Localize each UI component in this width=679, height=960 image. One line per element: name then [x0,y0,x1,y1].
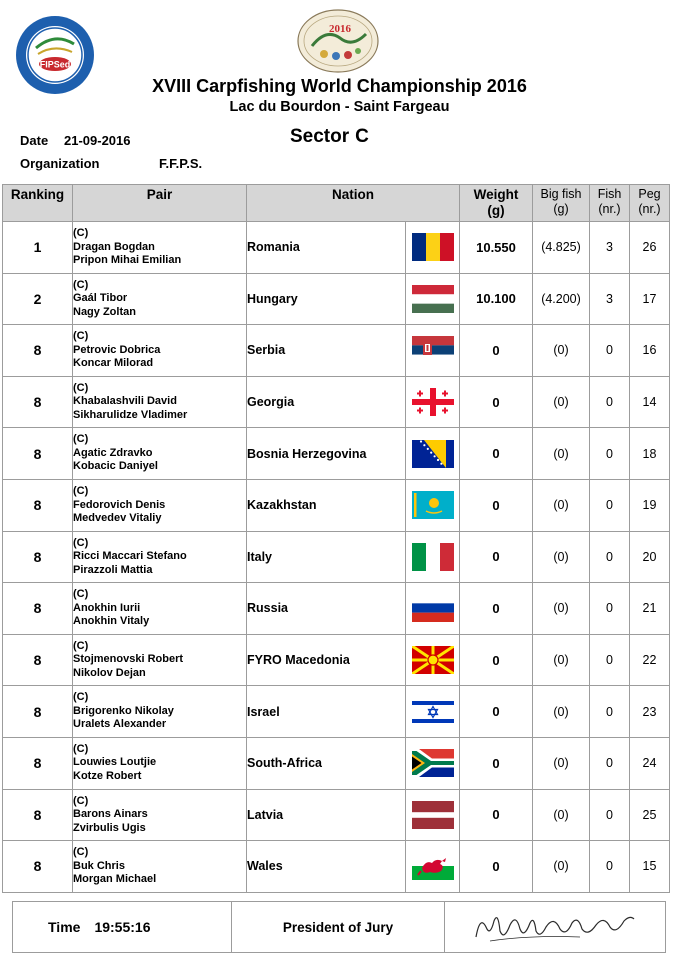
nation-cell: Russia [247,583,406,635]
angler-1: Anokhin Iurii [73,601,141,614]
bigfish-cell: (4.200) [533,273,590,325]
ranking-cell: 8 [3,841,73,893]
weight-cell: 0 [460,737,533,789]
fish-cell: 0 [590,737,630,789]
wales-flag [412,852,454,880]
angler-1: Dragan Bogdan [73,240,155,253]
fish-cell: 0 [590,841,630,893]
pair-tag: (C) [73,485,89,498]
bigfish-cell: (4.825) [533,222,590,274]
nation-cell: Wales [247,841,406,893]
nation-cell: Hungary [247,273,406,325]
fish-cell: 0 [590,376,630,428]
svg-text:FIPSed: FIPSed [39,59,71,70]
fish-cell: 0 [590,479,630,531]
pair-cell [73,789,247,841]
bigfish-cell: (0) [533,479,590,531]
pair-cell [73,841,247,893]
col-header-weight: Weight (g) [460,185,533,222]
peg-cell: 15 [630,841,670,893]
peg-cell: 17 [630,273,670,325]
pair-cell [73,479,247,531]
nation-cell: Georgia [247,376,406,428]
pair-cell [73,531,247,583]
angler-2: Pripon Mihai Emilian [73,254,182,267]
angler-2: Medvedev Vitaliy [73,512,162,525]
angler-1: Stojmenovski Robert [73,653,184,666]
flag-cell [406,841,460,893]
table-row [3,273,670,325]
flag-cell [406,376,460,428]
flag-cell [406,789,460,841]
date-value: 21-09-2016 [64,133,131,148]
angler-1: Agatic Zdravko [73,446,153,459]
col-header-nation: Nation [247,185,460,222]
angler-1: Fedorovich Denis [73,498,166,511]
fish-cell: 0 [590,789,630,841]
peg-cell: 26 [630,222,670,274]
ranking-cell: 8 [3,428,73,480]
pair-tag: (C) [73,433,89,446]
flag-cell [406,428,460,480]
nation-cell: Italy [247,531,406,583]
angler-2: Kobacic Daniyel [73,460,158,473]
weight-cell: 0 [460,325,533,377]
results-table [2,184,670,893]
ranking-cell: 8 [3,325,73,377]
col-header-pair: Pair [73,185,247,222]
peg-cell: 24 [630,737,670,789]
flag-cell [406,273,460,325]
bigfish-cell: (0) [533,634,590,686]
ranking-cell: 8 [3,479,73,531]
weight-cell: 0 [460,583,533,635]
fish-cell: 3 [590,273,630,325]
weight-cell: 0 [460,686,533,738]
nation-cell: South-Africa [247,737,406,789]
angler-2: Kotze Robert [73,769,142,782]
weight-cell: 0 [460,634,533,686]
nation-cell: FYRO Macedonia [247,634,406,686]
fish-cell: 0 [590,686,630,738]
nation-cell: Israel [247,686,406,738]
time-box [13,902,232,952]
angler-2: Morgan Michael [73,873,157,886]
weight-cell: 0 [460,841,533,893]
table-row [3,428,670,480]
table-row [3,376,670,428]
pair-tag: (C) [73,742,89,755]
peg-cell: 22 [630,634,670,686]
col-header-fish: Fish (nr.) [590,185,630,222]
weight-cell: 0 [460,376,533,428]
bigfish-cell: (0) [533,841,590,893]
italy-flag [412,543,454,571]
angler-2: Anokhin Vitaly [73,615,150,628]
pair-tag: (C) [73,227,89,240]
flag-cell [406,737,460,789]
angler-1: Gaál Tibor [73,292,128,305]
bigfish-cell: (0) [533,531,590,583]
peg-cell: 14 [630,376,670,428]
fish-cell: 0 [590,325,630,377]
south-africa-flag [412,749,454,777]
flag-cell [406,531,460,583]
date-label: Date [20,133,49,148]
bigfish-cell: (0) [533,737,590,789]
pair-cell [73,222,247,274]
angler-1: Buk Chris [73,859,125,872]
angler-2: Koncar Milorad [73,357,154,370]
flag-cell [406,634,460,686]
flag-cell [406,583,460,635]
russia-flag [412,594,454,622]
nation-cell: Kazakhstan [247,479,406,531]
sector-heading [290,126,369,148]
footer-bar [12,901,666,953]
ranking-cell: 8 [3,686,73,738]
signature-image [470,907,640,947]
pair-tag: (C) [73,846,89,859]
nation-cell: Serbia [247,325,406,377]
table-header-row [3,185,670,222]
organization-label: Organization [20,156,100,171]
angler-2: Zvirbulis Ugis [73,821,146,834]
pair-tag: (C) [73,794,89,807]
angler-1: Ricci Maccari Stefano [73,550,187,563]
angler-2: Sikharulidze Vladimer [73,408,188,421]
weight-cell: 0 [460,531,533,583]
table-row [3,222,670,274]
president-of-jury-label: President of Jury [232,902,445,952]
signature-box [445,902,665,952]
table-row [3,634,670,686]
weight-cell: 0 [460,428,533,480]
weight-cell: 0 [460,789,533,841]
bigfish-cell: (0) [533,376,590,428]
flag-cell [406,479,460,531]
fish-cell: 0 [590,634,630,686]
time-label: Time [48,919,81,935]
angler-1: Khabalashvili David [73,395,177,408]
table-row [3,479,670,531]
col-header-ranking: Ranking [3,185,73,222]
svg-text:2016: 2016 [329,23,351,35]
ranking-cell: 8 [3,634,73,686]
ranking-cell: 1 [3,222,73,274]
pair-tag: (C) [73,278,89,291]
table-row [3,737,670,789]
bigfish-cell: (0) [533,325,590,377]
pair-cell [73,583,247,635]
romania-flag [412,233,454,261]
weight-cell: 10.100 [460,273,533,325]
hungary-flag [412,285,454,313]
pair-tag: (C) [73,381,89,394]
table-row [3,583,670,635]
ranking-cell: 8 [3,376,73,428]
bigfish-cell: (0) [533,686,590,738]
pair-cell [73,273,247,325]
angler-1: Louwies Loutjie [73,756,157,769]
pair-tag: (C) [73,536,89,549]
angler-2: Nagy Zoltan [73,305,136,318]
angler-2: Nikolov Dejan [73,666,146,679]
peg-cell: 16 [630,325,670,377]
flag-cell [406,222,460,274]
angler-1: Brigorenko Nikolay [73,704,174,717]
pair-tag: (C) [73,588,89,601]
pair-cell [73,634,247,686]
peg-cell: 18 [630,428,670,480]
peg-cell: 25 [630,789,670,841]
organization-value: F.F.P.S. [159,156,203,171]
angler-1: Petrovic Dobrica [73,343,161,356]
sector-value: C [355,126,369,147]
angler-2: Uralets Alexander [73,718,167,731]
fish-cell: 0 [590,583,630,635]
table-row [3,325,670,377]
pair-cell [73,686,247,738]
fish-cell: 3 [590,222,630,274]
ranking-cell: 8 [3,531,73,583]
bigfish-cell: (0) [533,428,590,480]
nation-cell: Bosnia Herzegovina [247,428,406,480]
israel-flag [412,698,454,726]
flag-cell [406,686,460,738]
angler-1: Barons Ainars [73,808,148,821]
serbia-flag [412,336,454,364]
fish-cell: 0 [590,531,630,583]
macedonia-flag [412,646,454,674]
peg-cell: 21 [630,583,670,635]
peg-cell: 20 [630,531,670,583]
col-header-peg: Peg (nr.) [630,185,670,222]
weight-cell: 10.550 [460,222,533,274]
pair-cell [73,325,247,377]
pair-cell [73,376,247,428]
col-header-bigfish: Big fish (g) [533,185,590,222]
nation-cell: Latvia [247,789,406,841]
angler-2: Pirazzoli Mattia [73,563,153,576]
georgia-flag [412,388,454,416]
bigfish-cell: (0) [533,789,590,841]
peg-cell: 23 [630,686,670,738]
table-row [3,686,670,738]
ranking-cell: 8 [3,737,73,789]
pair-tag: (C) [73,330,89,343]
pair-tag: (C) [73,691,89,704]
bigfish-cell: (0) [533,583,590,635]
championship-logo [296,8,380,74]
fish-cell: 0 [590,428,630,480]
ranking-cell: 8 [3,583,73,635]
sector-label: Sector [290,126,350,147]
table-row [3,841,670,893]
pair-tag: (C) [73,639,89,652]
ranking-cell: 2 [3,273,73,325]
weight-cell: 0 [460,479,533,531]
peg-cell: 19 [630,479,670,531]
pair-cell [73,428,247,480]
page-title: XVIII Carpfishing World Championship 2016 [152,76,527,96]
bosnia-flag [412,440,454,468]
latvia-flag [412,801,454,829]
table-row [3,789,670,841]
kazakhstan-flag [412,491,454,519]
table-row [3,531,670,583]
nation-cell: Romania [247,222,406,274]
ranking-cell: 8 [3,789,73,841]
flag-cell [406,325,460,377]
time-value: 19:55:16 [94,919,151,935]
pair-cell [73,737,247,789]
page-subtitle: Lac du Bourdon - Saint Fargeau [229,99,450,115]
